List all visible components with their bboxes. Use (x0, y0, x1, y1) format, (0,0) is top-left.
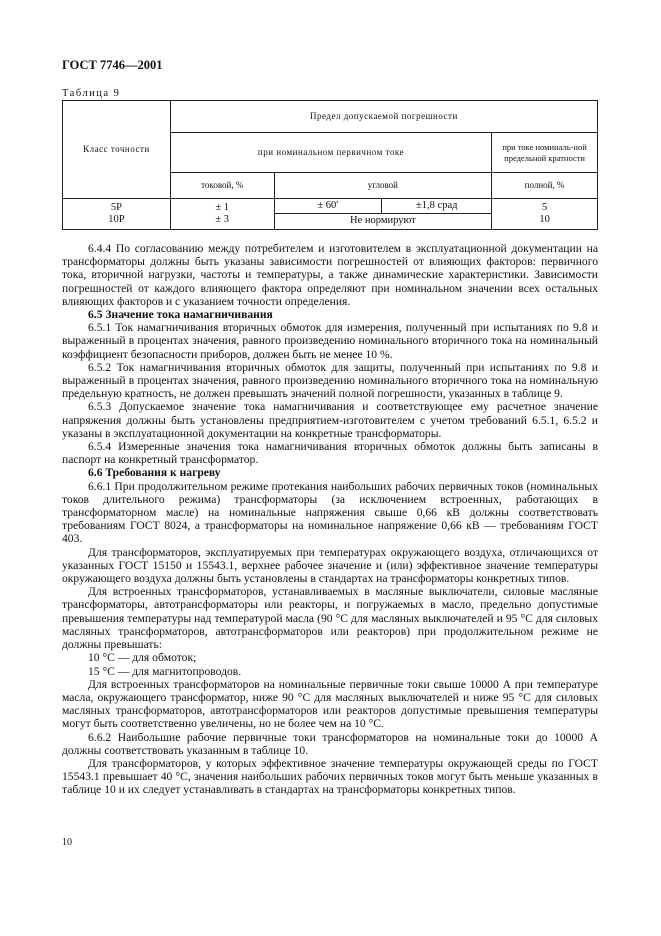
document-header: ГОСТ 7746—2001 (62, 58, 163, 72)
header-current-error: токовой, % (170, 173, 274, 199)
cell-class-5p: 5P (110, 202, 122, 213)
cell-current-errors (170, 199, 274, 230)
header-rated-limit-factor: при токе номиналь-ной предельной кратности (492, 133, 598, 173)
document-body (62, 242, 598, 797)
accuracy-table (62, 100, 598, 230)
cell-composite-errors (492, 199, 598, 230)
paragraph: 6.6.2 Наибольшие рабочие первичные токи трансформаторов на номинальные токи до 10000 А должны соответствовать указанным в таблице 10. (62, 730, 598, 757)
list-item: 15 °С — для магнитопроводов. (88, 664, 242, 678)
page-number: 10 (62, 837, 72, 848)
table-caption: Таблица 9 (62, 88, 121, 99)
paragraph: Для трансформаторов, у которых эффективное значение температуры окружающей среды по ГОСТ 15543.1 превышает 40 °С, значения наибольших рабочих первичных токов могут быть меньше указанных в таблице 10 и их следует устанавливать в стандартах на трансформаторы конкретных типов. (62, 756, 598, 797)
cell-class-10p: 10P (108, 214, 125, 225)
paragraph: Для трансформаторов, эксплуатируемых при температурах окружающего воздуха, отличающихся от указанных ГОСТ 15150 и 15543.1, верхнее рабочее значение и (или) эффективное значение температуры окружающего воздуха должны быть установлены в стандартах на трансформаторы конкретных типов. (62, 545, 598, 586)
paragraph: 6.6.1 При продолжительном режиме протекания наибольших рабочих первичных токов (номинальных токов длительного режима) трансформаторы (за исключением встроенных, работающих в трансформаторном масле) на номинальные напряжения свыше 0,66 кВ должны соответствовать требованиям ГОСТ 8024, а трансформаторы на номинальное напряжение 0,66 кВ — требованиям ГОСТ 403. (62, 479, 598, 546)
cell-composite-5p: 5 (541, 202, 548, 213)
paragraph: 6.4.4 По согласованию между потребителем и изготовителем в эксплуатационной документации на трансформаторы должны быть указаны зависимости погрешностей от влияющих факторов: первичного тока, вторичной нагрузки, частоты и температуры, а также динамические характеристики. Зависимости погрешностей от каждого влияющего фактора определяют при номинальном значении всех остальных влияющих факторов и с указанием точности определения. (62, 242, 598, 308)
paragraph: Для встроенных трансформаторов, устанавливаемых в масляные выключатели, силовые масляные трансформаторы, автотрансформаторы или реакторы, и погружаемых в масло, предельно допустимые превышения температуры над температурой масла (90 °С для масляных выключателей и 95 °С для силовых масляных трансформаторов, автотрансформаторов или реакторов) при продолжительном режиме не должны превышать: (62, 585, 598, 652)
section-heading: 6.5 Значение тока намагничивания (88, 308, 273, 322)
cell-current-10p: ± 3 (215, 214, 230, 225)
cell-angle-10p: Не нормируют (274, 214, 492, 230)
paragraph: Для встроенных трансформаторов на номинальные первичные токи свыше 10000 А при температуре масла, окружающего трансформатор, ниже 90 °С для масляных выключателей и ниже 95 °С для силовых масляных трансформаторов, автотрансформаторов или реакторов допустимые превышения температуры могут быть соответственно увеличены, но не более чем на 10 °С. (62, 677, 598, 731)
cell-angle-crad-5p: ±1,8 срад (382, 199, 492, 214)
header-error-limit: Предел допускаемой погрешности (170, 101, 597, 133)
section-heading: 6.6 Требования к нагреву (88, 466, 221, 480)
paragraph: 6.5.4 Измеренные значения тока намагничивания вторичных обмоток должны быть записаны в паспорт на конкретный трансформатор. (62, 440, 598, 467)
header-accuracy-class: Класс точности (63, 101, 171, 199)
header-phase-error: угловой (274, 173, 492, 199)
header-composite-error: полной, % (492, 173, 598, 199)
paragraph: 6.5.3 Допускаемое значение тока намагничивания и соответствующее ему расчетное значение напряжения должны быть установлены предприятием-изготовителем с учетом требований 6.5.1, 6.5.2 и указаны в эксплуатационной документации на конкретные трансформаторы. (62, 400, 598, 440)
cell-current-5p: ± 1 (215, 202, 230, 213)
paragraph: 6.5.1 Ток намагничивания вторичных обмоток для измерения, полученный при испытаниях по 9.8 и выраженный в процентах значения, равного произведению номинального вторичного тока на номинальный коэффициент безопасности приборов, должен быть не менее 10 %. (62, 321, 598, 361)
header-rated-current: при номинальном первичном токе (170, 133, 491, 173)
cell-classes (63, 199, 171, 230)
cell-composite-10p: 10 (539, 214, 550, 225)
list-item: 10 °С — для обмоток; (88, 651, 197, 665)
paragraph: 6.5.2 Ток намагничивания вторичных обмоток для защиты, полученный при испытаниях по 9.8 и выраженный в процентах значения, равного произведению номинального вторичного тока на номинальную предельную кратность, не должен превышать значений полной погрешности, указанных в таблице 9. (62, 360, 598, 401)
cell-angle-min-5p: ± 60′ (274, 199, 382, 214)
